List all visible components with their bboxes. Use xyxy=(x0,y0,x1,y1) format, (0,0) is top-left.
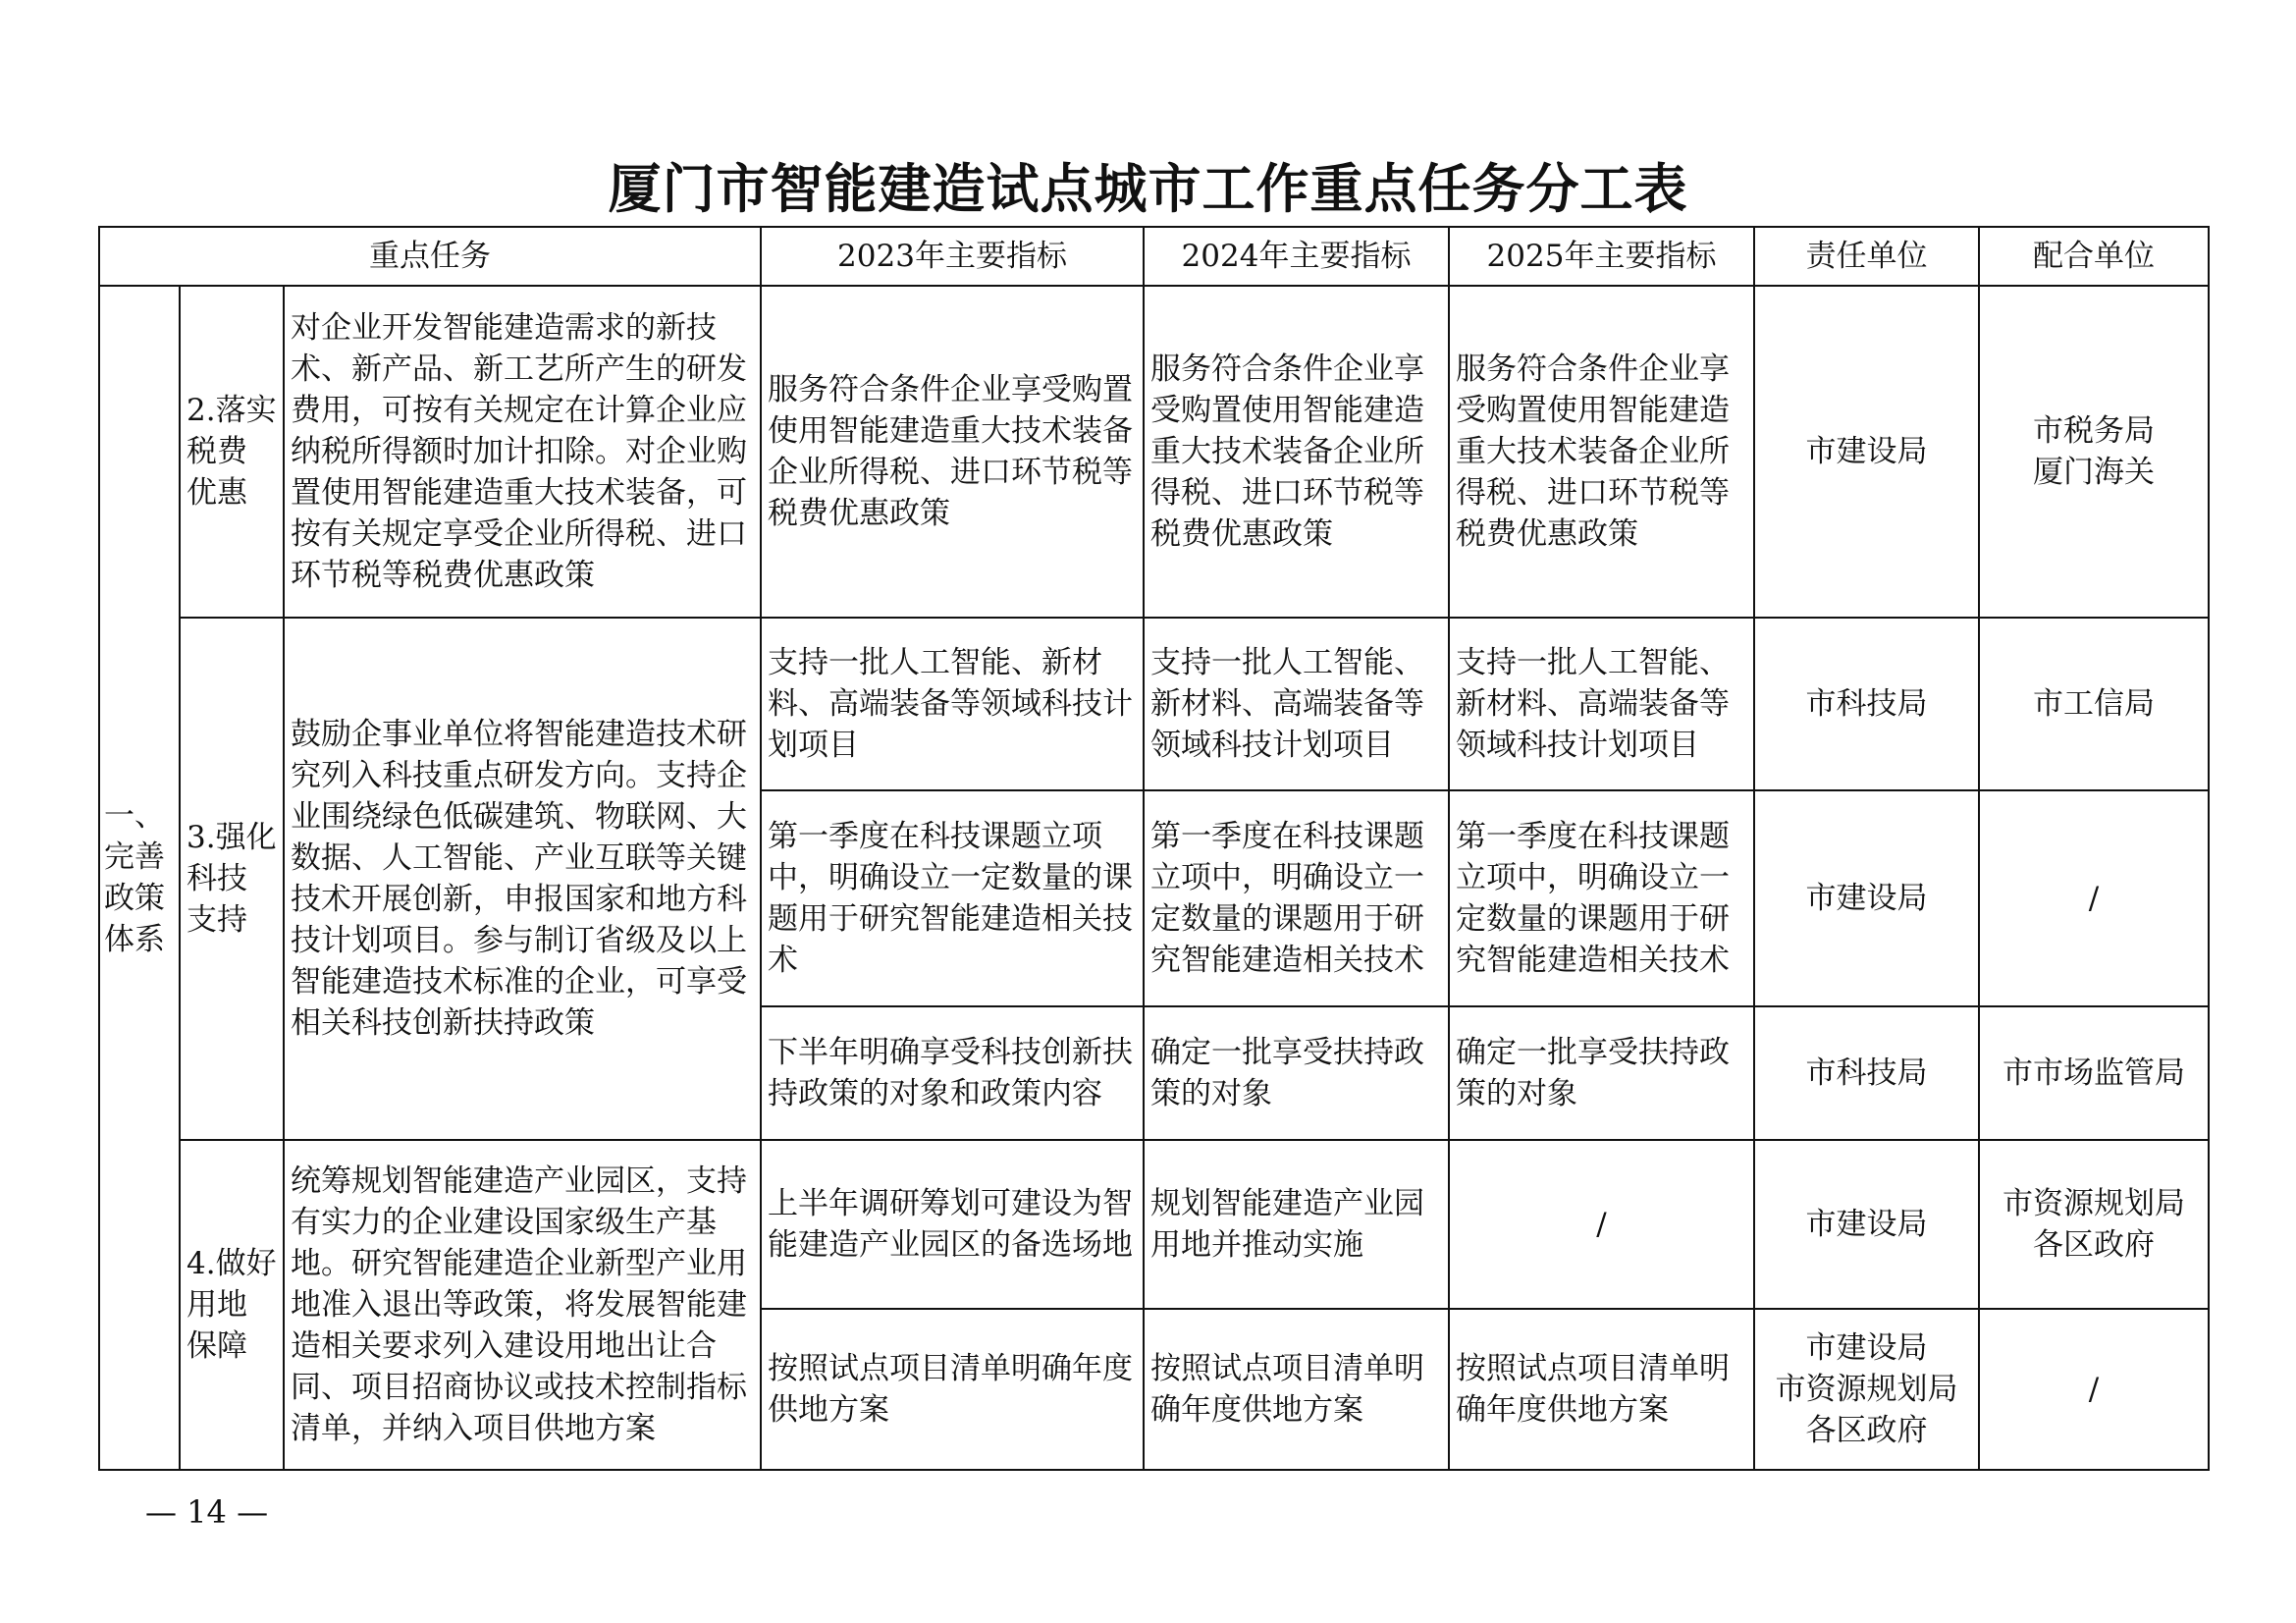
cell-lead-unit: 市科技局 xyxy=(1754,618,1979,790)
cell-2023: 支持一批人工智能、新材料、高端装备等领域科技计划项目 xyxy=(761,618,1144,790)
cell-lead-unit: 市建设局 xyxy=(1754,286,1979,618)
cell-2025: 服务符合条件企业享受购置使用智能建造重大技术装备企业所得税、进口环节税等税费优惠政策 xyxy=(1449,286,1754,618)
cell-2024: 按照试点项目清单明确年度供地方案 xyxy=(1144,1309,1449,1470)
cell-2024: 第一季度在科技课题立项中，明确设立一定数量的课题用于研究智能建造相关技术 xyxy=(1144,790,1449,1006)
cell-2023: 第一季度在科技课题立项中，明确设立一定数量的课题用于研究智能建造相关技术 xyxy=(761,790,1144,1006)
group-name: 2.落实税费优惠 xyxy=(180,286,284,618)
cell-2024: 规划智能建造产业园用地并推动实施 xyxy=(1144,1140,1449,1309)
category-cell: 一、完善政策体系 xyxy=(99,286,180,1470)
header-task: 重点任务 xyxy=(99,227,761,286)
cell-2023: 下半年明确享受科技创新扶持政策的对象和政策内容 xyxy=(761,1006,1144,1140)
table-row xyxy=(99,1140,2209,1309)
cell-lead-unit: 市建设局 xyxy=(1754,790,1979,1006)
table-row xyxy=(99,618,2209,790)
cell-support-unit: / xyxy=(1979,1309,2209,1470)
cell-support-unit: 市市场监管局 xyxy=(1979,1006,2209,1140)
cell-2025: 支持一批人工智能、新材料、高端装备等领域科技计划项目 xyxy=(1449,618,1754,790)
header-lead-unit: 责任单位 xyxy=(1754,227,1979,286)
cell-2025: 第一季度在科技课题立项中，明确设立一定数量的课题用于研究智能建造相关技术 xyxy=(1449,790,1754,1006)
cell-lead-unit: 市建设局 市资源规划局 各区政府 xyxy=(1754,1309,1979,1470)
group-name: 4.做好用地保障 xyxy=(180,1140,284,1470)
cell-lead-unit: 市建设局 xyxy=(1754,1140,1979,1309)
header-2023: 2023年主要指标 xyxy=(761,227,1144,286)
header-row xyxy=(99,227,2209,286)
cell-2023: 上半年调研筹划可建设为智能建造产业园区的备选场地 xyxy=(761,1140,1144,1309)
cell-2024: 确定一批享受扶持政策的对象 xyxy=(1144,1006,1449,1140)
header-support-unit: 配合单位 xyxy=(1979,227,2209,286)
table-row xyxy=(99,286,2209,618)
group-name: 3.强化科技支持 xyxy=(180,618,284,1140)
cell-2023: 服务符合条件企业享受购置使用智能建造重大技术装备企业所得税、进口环节税等税费优惠政策 xyxy=(761,286,1144,618)
cell-2025: 确定一批享受扶持政策的对象 xyxy=(1449,1006,1754,1140)
cell-2024: 支持一批人工智能、新材料、高端装备等领域科技计划项目 xyxy=(1144,618,1449,790)
group-description: 统筹规划智能建造产业园区，支持有实力的企业建设国家级生产基地。研究智能建造企业新型产业用地准入退出等政策，将发展智能建造相关要求列入建设用地出让合同、项目招商协议或技术控制指标清单，并纳入项目供地方案 xyxy=(284,1140,761,1470)
cell-support-unit: 市工信局 xyxy=(1979,618,2209,790)
cell-2025: / xyxy=(1449,1140,1754,1309)
header-2025: 2025年主要指标 xyxy=(1449,227,1754,286)
cell-lead-unit: 市科技局 xyxy=(1754,1006,1979,1140)
cell-support-unit: 市税务局 厦门海关 xyxy=(1979,286,2209,618)
task-table xyxy=(98,226,2210,1471)
group-description: 鼓励企事业单位将智能建造技术研究列入科技重点研发方向。支持企业围绕绿色低碳建筑、物联网、大数据、人工智能、产业互联等关键技术开展创新，申报国家和地方科技计划项目。参与制订省级及以上智能建造技术标准的企业，可享受相关科技创新扶持政策 xyxy=(284,618,761,1140)
cell-2024: 服务符合条件企业享受购置使用智能建造重大技术装备企业所得税、进口环节税等税费优惠政策 xyxy=(1144,286,1449,618)
cell-2023: 按照试点项目清单明确年度供地方案 xyxy=(761,1309,1144,1470)
page-number: — 14 — xyxy=(145,1493,269,1531)
cell-support-unit: / xyxy=(1979,790,2209,1006)
header-2024: 2024年主要指标 xyxy=(1144,227,1449,286)
page-title: 厦门市智能建造试点城市工作重点任务分工表 xyxy=(608,157,1688,220)
cell-2025: 按照试点项目清单明确年度供地方案 xyxy=(1449,1309,1754,1470)
cell-support-unit: 市资源规划局 各区政府 xyxy=(1979,1140,2209,1309)
group-description: 对企业开发智能建造需求的新技术、新产品、新工艺所产生的研发费用，可按有关规定在计算企业应纳税所得额时加计扣除。对企业购置使用智能建造重大技术装备，可按有关规定享受企业所得税、进口环节税等税费优惠政策 xyxy=(284,286,761,618)
